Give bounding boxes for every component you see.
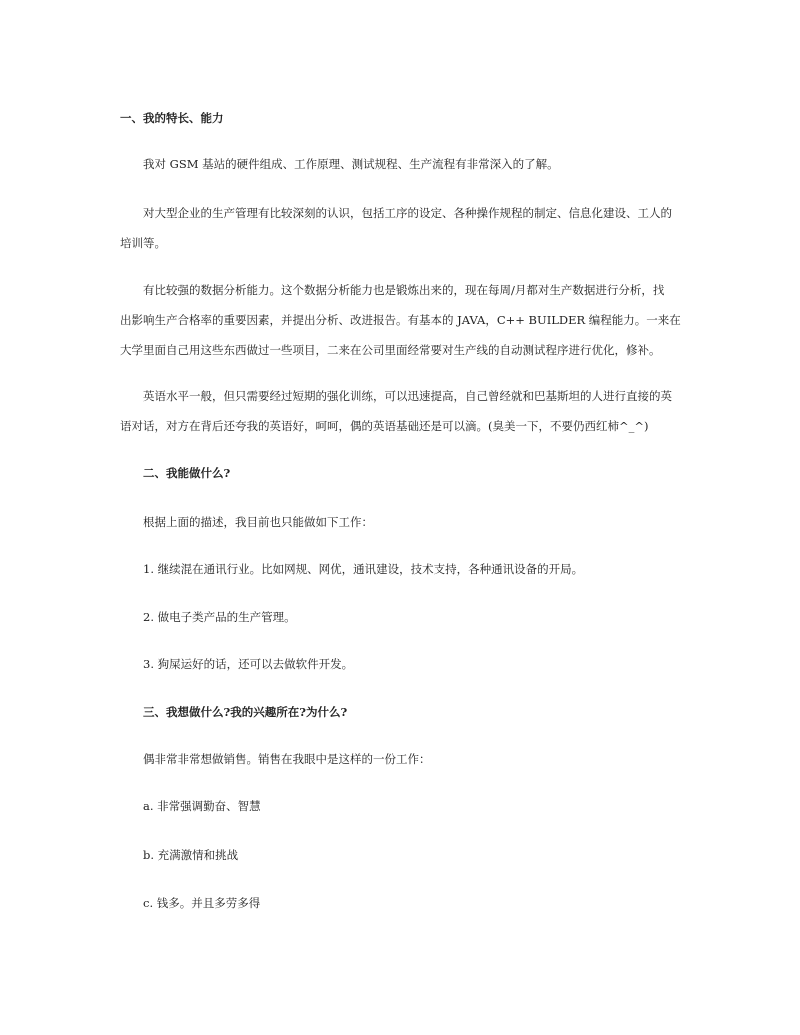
paragraph-line: 对大型企业的生产管理有比较深刻的认识，包括工序的设定、各种操作规程的制定、信息化建设、工人的 — [143, 206, 672, 220]
paragraph-line: 培训等。 — [120, 236, 166, 250]
list-item: 2. 做电子类产品的生产管理。 — [143, 610, 296, 624]
section-heading: 一、我的特长、能力 — [120, 111, 224, 125]
paragraph-line: 我对 GSM 基站的硬件组成、工作原理、测试规程、生产流程有非常深入的了解。 — [143, 157, 559, 171]
list-item: a. 非常强调勤奋、智慧 — [143, 799, 261, 813]
paragraph-line: 英语水平一般，但只需要经过短期的强化训练，可以迅速提高，自己曾经就和巴基斯坦的人进行直接的英 — [143, 389, 672, 403]
list-item: b. 充满激情和挑战 — [143, 848, 239, 862]
list-item: 3. 狗屎运好的话，还可以去做软件开发。 — [143, 657, 354, 671]
list-item: c. 钱多。并且多劳多得 — [143, 896, 261, 910]
section-heading: 三、我想做什么?我的兴趣所在?为什么? — [143, 705, 348, 719]
paragraph-line: 偶非常非常想做销售。销售在我眼中是这样的一份工作： — [143, 752, 431, 766]
paragraph-line: 大学里面自己用这些东西做过一些项目，二来在公司里面经常要对生产线的自动测试程序进行优化，修补。 — [120, 343, 661, 357]
section-heading: 二、我能做什么? — [143, 466, 231, 480]
paragraph-line: 出影响生产合格率的重要因素，并提出分析、改进报告。有基本的 JAVA，C++ BUILDER 编程能力。一来在 — [120, 313, 681, 327]
paragraph-line: 有比较强的数据分析能力。这个数据分析能力也是锻炼出来的，现在每周/月都对生产数据进行分析，找 — [143, 283, 665, 297]
paragraph-line: 语对话，对方在背后还夸我的英语好，呵呵，偶的英语基础还是可以滴。(臭美一下，不要仍西红柿^_^) — [120, 419, 649, 433]
list-item: 1. 继续混在通讯行业。比如网规、网优，通讯建设，技术支持，各种通讯设备的开局。 — [143, 562, 584, 576]
paragraph-line: 根据上面的描述，我目前也只能做如下工作： — [143, 515, 373, 529]
